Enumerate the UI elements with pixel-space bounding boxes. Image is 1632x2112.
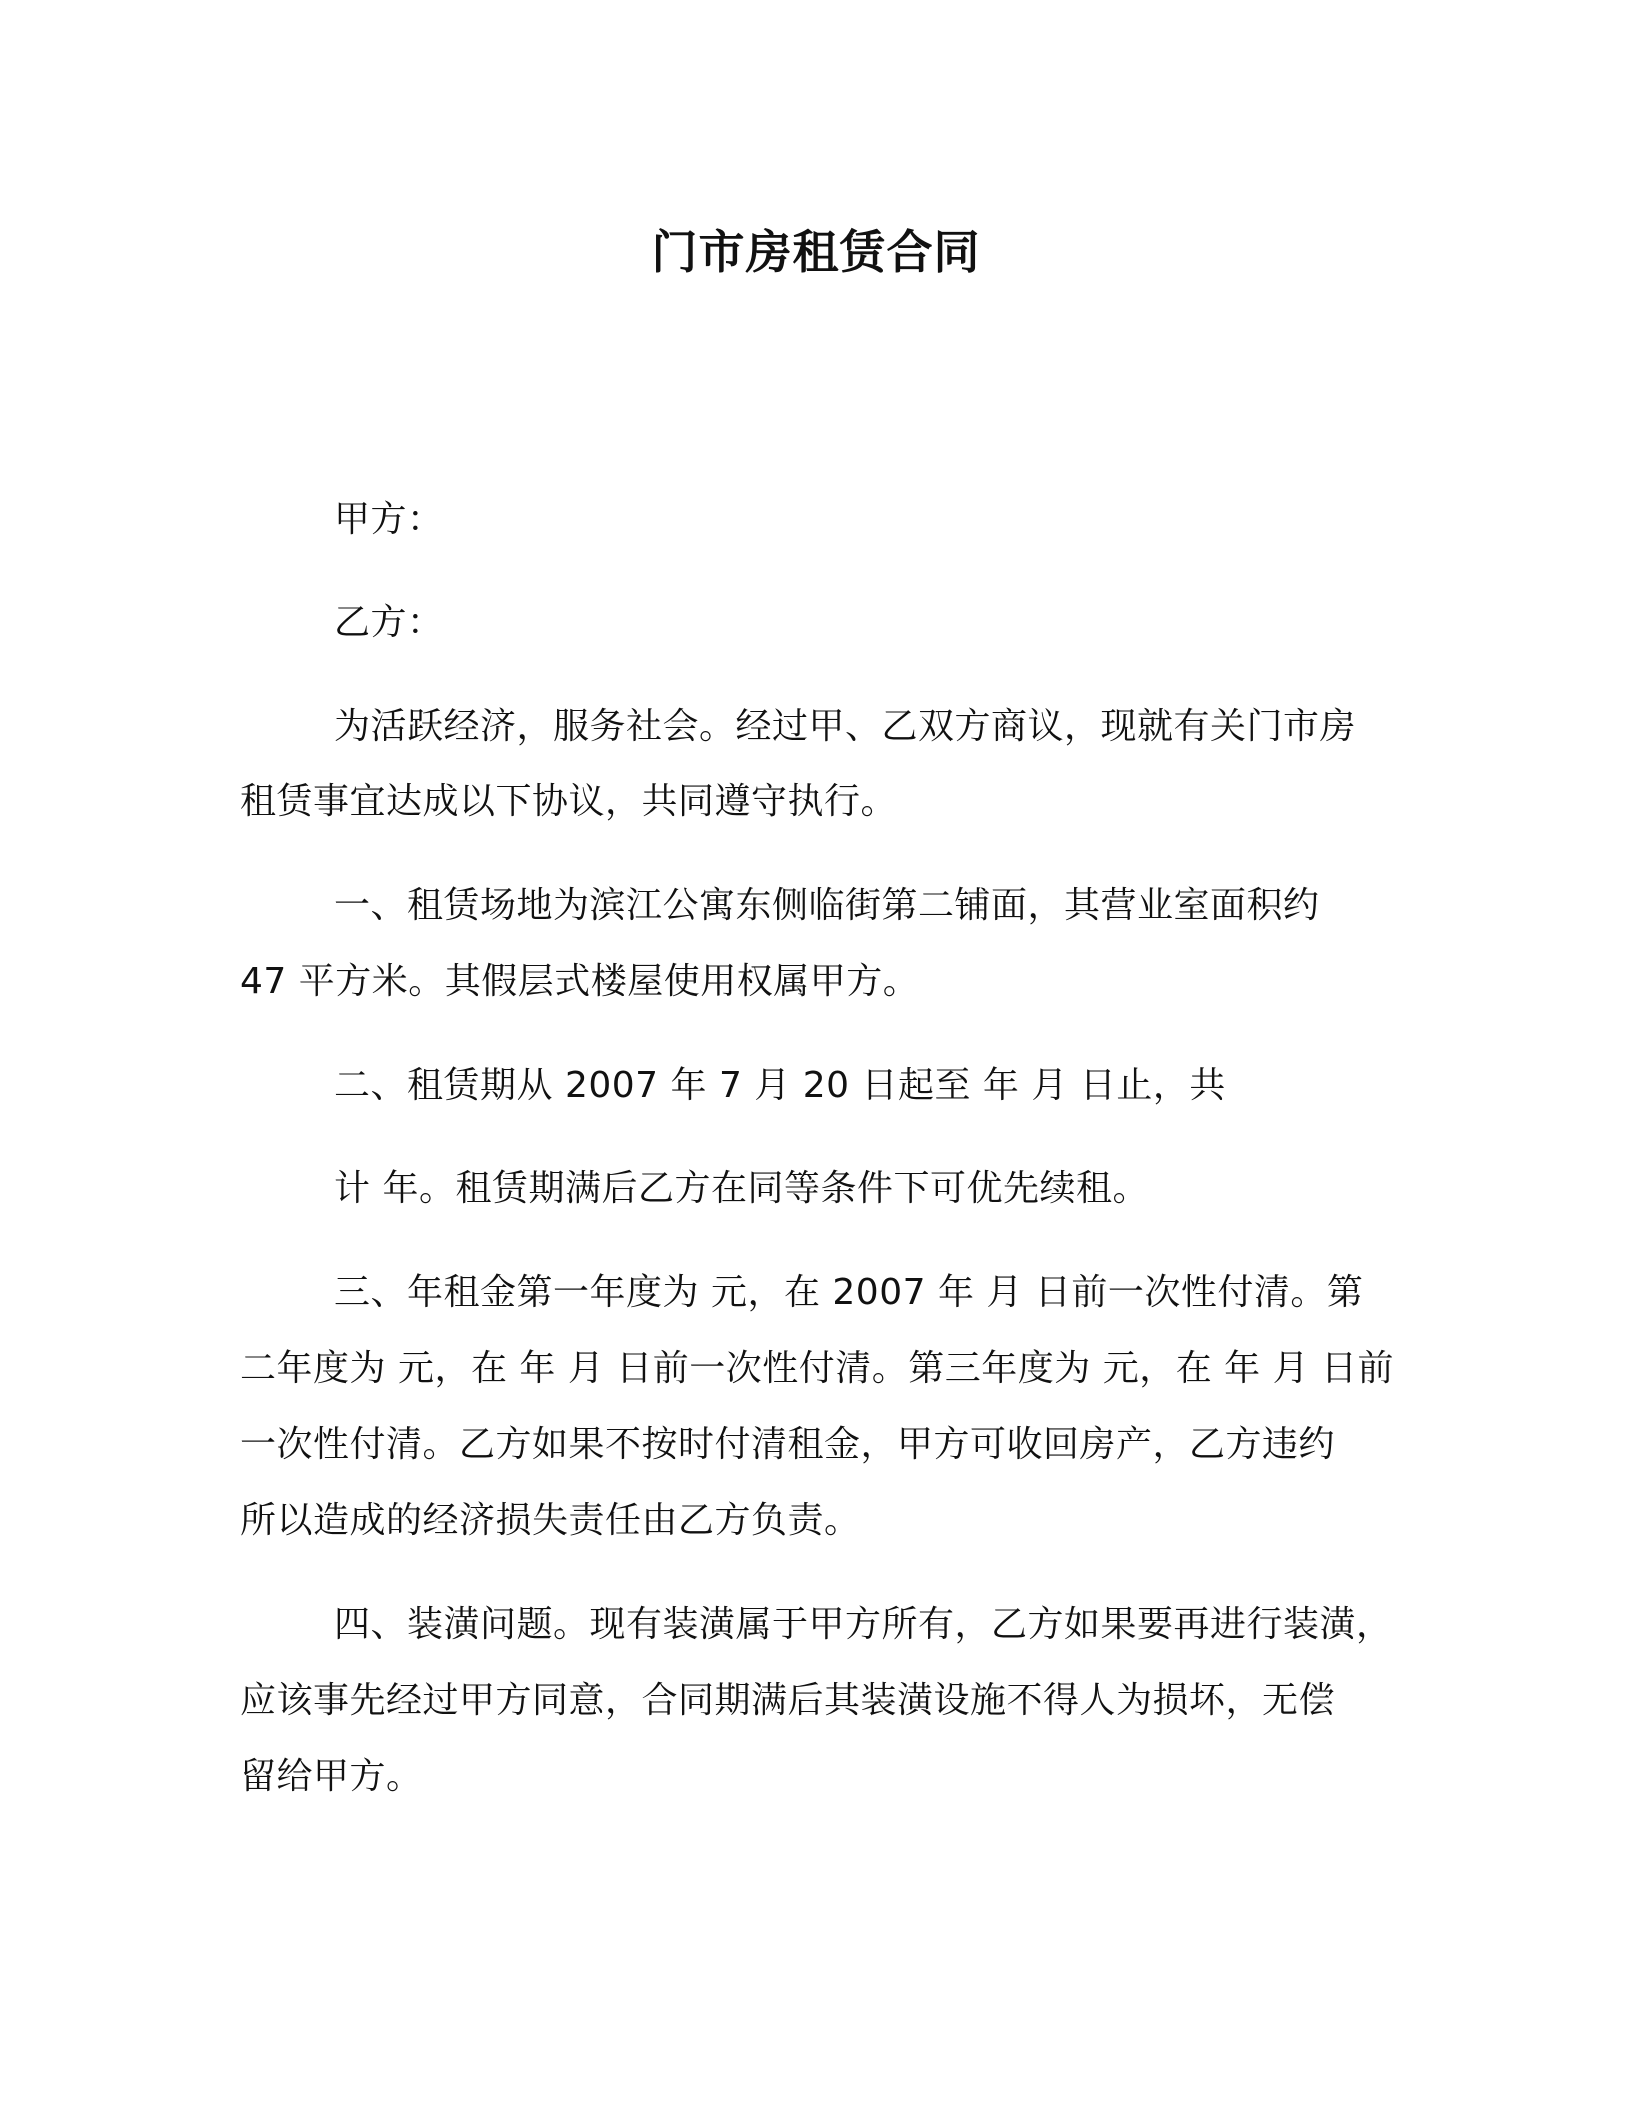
party-a-line: 甲方： <box>334 499 444 540</box>
clause-3-line-2: 二年度为 元，在 年 月 日前一次性付清。第三年度为 元，在 年 月 日前 <box>240 1348 1395 1389</box>
clause-4-line-2: 应该事先经过甲方同意，合同期满后其装潢设施不得人为损坏，无偿 <box>240 1680 1336 1721</box>
preamble-line-2: 租赁事宜达成以下协议，共同遵守执行。 <box>240 781 898 822</box>
clause-2-line-2: 计 年。租赁期满后乙方在同等条件下可优先续租。 <box>334 1168 1149 1209</box>
preamble-line-1: 为活跃经济，服务社会。经过甲、乙双方商议，现就有关门市房 <box>334 706 1357 747</box>
clause-1-line-1: 一、租赁场地为滨江公寓东侧临街第二铺面，其营业室面积约 <box>334 885 1320 926</box>
party-b-line: 乙方： <box>334 602 444 643</box>
clause-3-line-1: 三、年租金第一年度为 元，在 2007 年 月 日前一次性付清。第 <box>334 1272 1364 1313</box>
clause-2-line-1: 二、租赁期从 2007 年 7 月 20 日起至 年 月 日止，共 <box>334 1065 1226 1106</box>
clause-3-line-4: 所以造成的经济损失责任由乙方负责。 <box>240 1500 861 1541</box>
clause-3-line-3: 一次性付清。乙方如果不按时付清租金，甲方可收回房产，乙方违约 <box>240 1424 1336 1465</box>
clause-4-line-1: 四、装潢问题。现有装潢属于甲方所有，乙方如果要再进行装潢， <box>334 1604 1393 1645</box>
clause-4-line-3: 留给甲方。 <box>240 1756 423 1797</box>
document-title: 门市房租赁合同 <box>651 225 981 279</box>
clause-1-line-2: 47 平方米。其假层式楼屋使用权属甲方。 <box>240 961 920 1002</box>
